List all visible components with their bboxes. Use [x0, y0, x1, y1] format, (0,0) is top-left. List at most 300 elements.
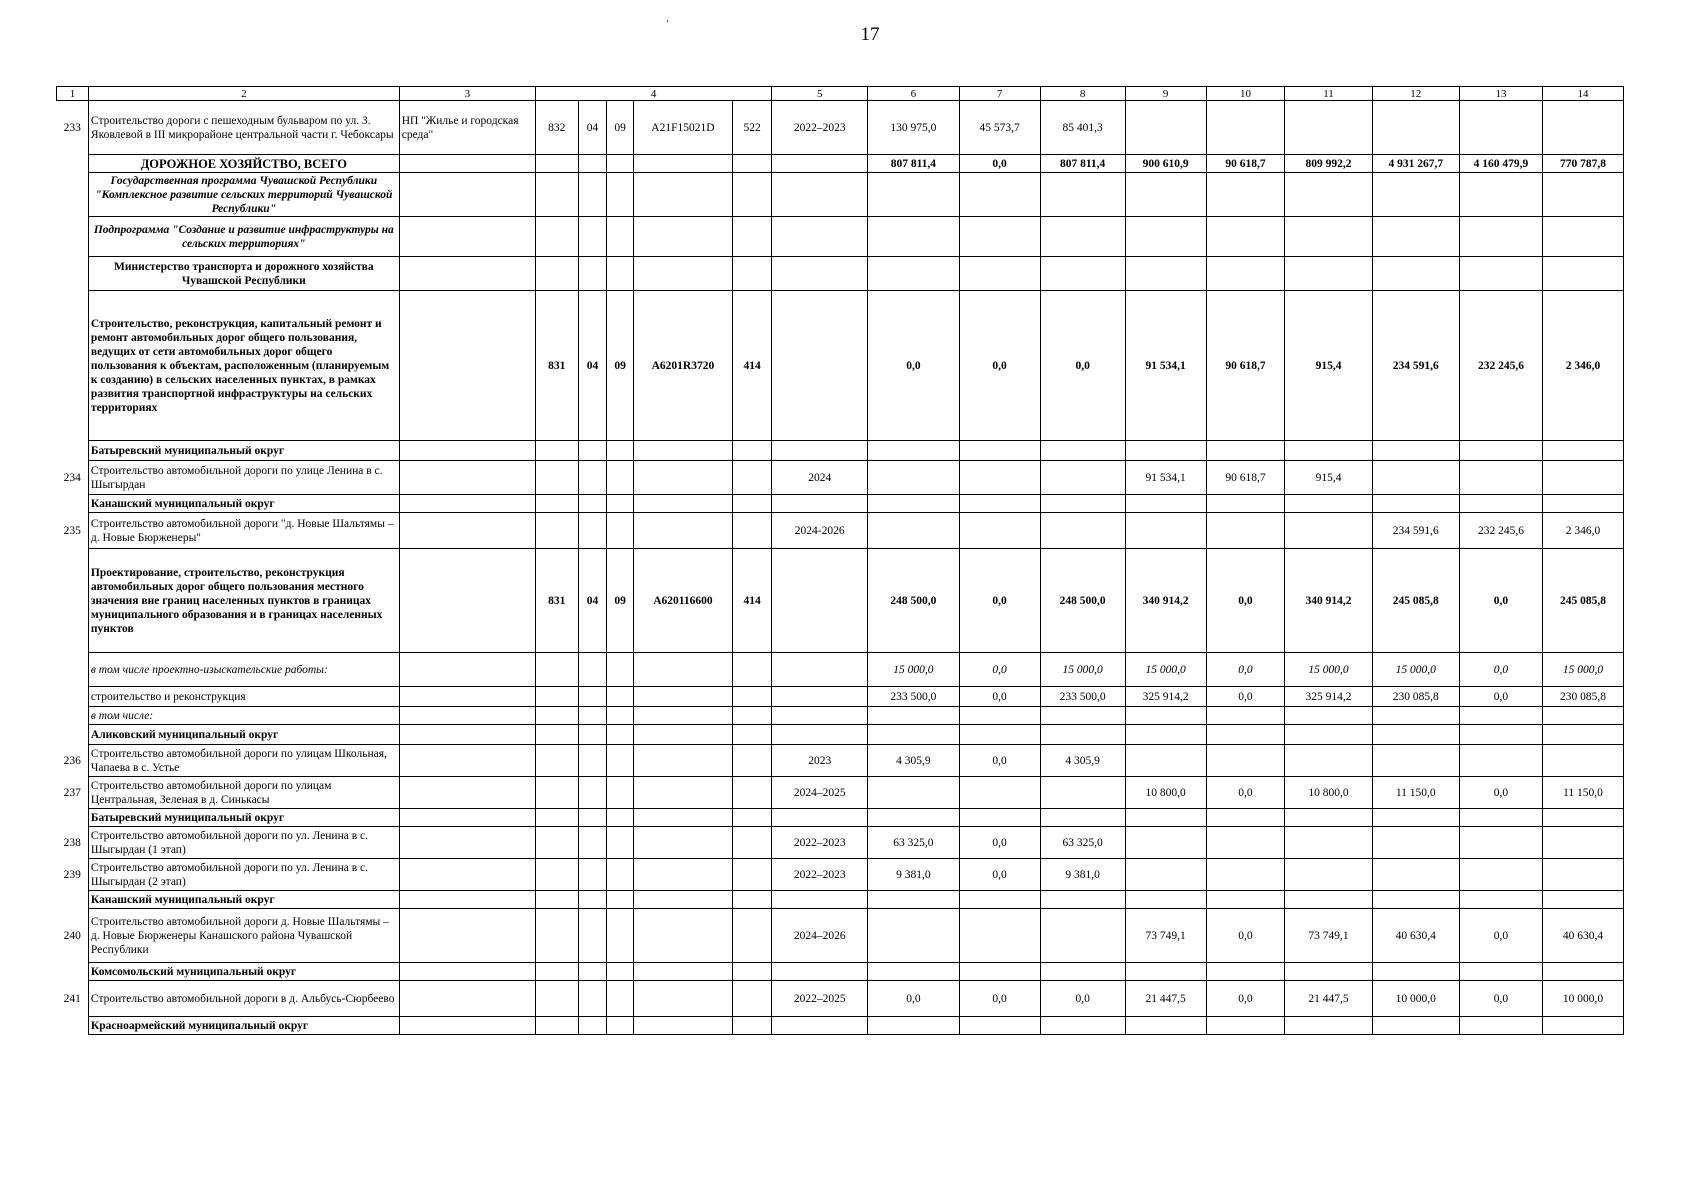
value-col-6: 15 000,0 — [868, 653, 960, 687]
program-cell — [399, 441, 535, 461]
value-col-8 — [1040, 513, 1125, 549]
value-col-10 — [1206, 725, 1285, 745]
code-target: A21F15021D — [633, 101, 732, 155]
value-col-8: 0,0 — [1040, 291, 1125, 441]
value-col-10: 90 618,7 — [1206, 155, 1285, 173]
code-ministry — [536, 1017, 579, 1035]
value-col-9 — [1125, 173, 1206, 217]
row-number — [57, 155, 89, 173]
table-row — [57, 827, 1624, 859]
code-section — [578, 891, 607, 909]
table-row — [57, 217, 1624, 257]
period-cell — [772, 653, 868, 687]
header-cell: 12 — [1372, 87, 1459, 101]
code-target — [633, 809, 732, 827]
row-number: 234 — [57, 461, 89, 495]
item-name: Канашский муниципальный округ — [88, 891, 399, 909]
code-ministry — [536, 155, 579, 173]
value-col-7 — [959, 173, 1040, 217]
code-section — [578, 909, 607, 963]
value-col-10 — [1206, 173, 1285, 217]
program-cell — [399, 257, 535, 291]
value-col-6 — [868, 777, 960, 809]
value-col-6 — [868, 725, 960, 745]
value-col-9: 91 534,1 — [1125, 291, 1206, 441]
header-cell: 9 — [1125, 87, 1206, 101]
value-col-9 — [1125, 257, 1206, 291]
value-col-9: 325 914,2 — [1125, 687, 1206, 707]
code-section — [578, 687, 607, 707]
period-cell: 2022–2023 — [772, 859, 868, 891]
row-number — [57, 291, 89, 441]
value-col-10: 90 618,7 — [1206, 291, 1285, 441]
table-row — [57, 257, 1624, 291]
table-row — [57, 859, 1624, 891]
value-col-8: 0,0 — [1040, 981, 1125, 1017]
code-target — [633, 725, 732, 745]
code-section — [578, 859, 607, 891]
period-cell — [772, 809, 868, 827]
program-cell — [399, 725, 535, 745]
value-col-10 — [1206, 217, 1285, 257]
code-section — [578, 809, 607, 827]
value-col-10: 0,0 — [1206, 653, 1285, 687]
value-col-13 — [1459, 725, 1542, 745]
value-col-14 — [1542, 859, 1623, 891]
code-type — [732, 891, 771, 909]
value-col-10 — [1206, 495, 1285, 513]
value-col-9: 73 749,1 — [1125, 909, 1206, 963]
period-cell — [772, 1017, 868, 1035]
row-number — [57, 891, 89, 909]
code-type — [732, 827, 771, 859]
program-cell — [399, 981, 535, 1017]
code-ministry: 832 — [536, 101, 579, 155]
code-section — [578, 653, 607, 687]
program-cell — [399, 745, 535, 777]
value-col-11: 809 992,2 — [1285, 155, 1372, 173]
value-col-8 — [1040, 809, 1125, 827]
item-name: в том числе проектно-изыскательские работы: — [88, 653, 399, 687]
row-number — [57, 173, 89, 217]
code-ministry — [536, 173, 579, 217]
value-col-14 — [1542, 441, 1623, 461]
value-col-6 — [868, 217, 960, 257]
code-target — [633, 513, 732, 549]
header-cell: 7 — [959, 87, 1040, 101]
code-ministry — [536, 687, 579, 707]
value-col-12: 245 085,8 — [1372, 549, 1459, 653]
program-cell — [399, 827, 535, 859]
code-type — [732, 687, 771, 707]
value-col-13 — [1459, 707, 1542, 725]
value-col-6 — [868, 707, 960, 725]
item-name: Комсомольский муниципальный округ — [88, 963, 399, 981]
row-number: 233 — [57, 101, 89, 155]
value-col-10 — [1206, 257, 1285, 291]
value-col-13: 0,0 — [1459, 909, 1542, 963]
value-col-11 — [1285, 217, 1372, 257]
item-name: строительство и реконструкция — [88, 687, 399, 707]
header-cell: 6 — [868, 87, 960, 101]
code-type — [732, 981, 771, 1017]
period-cell: 2024-2026 — [772, 513, 868, 549]
code-subsection — [607, 1017, 634, 1035]
value-col-13 — [1459, 745, 1542, 777]
value-col-11 — [1285, 101, 1372, 155]
value-col-9: 340 914,2 — [1125, 549, 1206, 653]
value-col-6: 807 811,4 — [868, 155, 960, 173]
code-subsection — [607, 725, 634, 745]
value-col-11: 10 800,0 — [1285, 777, 1372, 809]
code-target — [633, 653, 732, 687]
value-col-11 — [1285, 1017, 1372, 1035]
code-ministry — [536, 513, 579, 549]
code-type — [732, 495, 771, 513]
code-section — [578, 173, 607, 217]
code-ministry — [536, 461, 579, 495]
value-col-14: 40 630,4 — [1542, 909, 1623, 963]
value-col-14: 245 085,8 — [1542, 549, 1623, 653]
value-col-6: 4 305,9 — [868, 745, 960, 777]
stray-mark: ‘ — [666, 18, 669, 28]
code-subsection — [607, 891, 634, 909]
code-section — [578, 217, 607, 257]
value-col-7: 0,0 — [959, 687, 1040, 707]
value-col-8: 15 000,0 — [1040, 653, 1125, 687]
table-row — [57, 777, 1624, 809]
item-name: Строительство, реконструкция, капитальный ремонт и ремонт автомобильных дорог общего пользования, ведущих от сети автомобильных дорог общего пользования к объектам, расположенным (планируемым к созданию) в сельских населенных пунктах, в рамках развития транспортной инфраструктуры на сельских территориях — [88, 291, 399, 441]
value-col-6 — [868, 963, 960, 981]
value-col-12 — [1372, 859, 1459, 891]
code-subsection — [607, 461, 634, 495]
code-subsection — [607, 981, 634, 1017]
table-row — [57, 173, 1624, 217]
table-row — [57, 291, 1624, 441]
code-section: 04 — [578, 291, 607, 441]
value-col-8 — [1040, 217, 1125, 257]
code-subsection: 09 — [607, 101, 634, 155]
row-number — [57, 217, 89, 257]
table-row — [57, 441, 1624, 461]
value-col-13 — [1459, 173, 1542, 217]
table-row — [57, 1017, 1624, 1035]
value-col-14 — [1542, 217, 1623, 257]
period-cell — [772, 495, 868, 513]
value-col-14: 230 085,8 — [1542, 687, 1623, 707]
code-subsection: 09 — [607, 291, 634, 441]
value-col-10 — [1206, 707, 1285, 725]
value-col-8 — [1040, 725, 1125, 745]
value-col-11 — [1285, 963, 1372, 981]
value-col-11 — [1285, 495, 1372, 513]
item-name: Строительство автомобильной дороги по ул. Ленина в с. Шыгырдан (1 этап) — [88, 827, 399, 859]
value-col-13 — [1459, 101, 1542, 155]
value-col-10: 90 618,7 — [1206, 461, 1285, 495]
header-cell: 2 — [88, 87, 399, 101]
code-section — [578, 981, 607, 1017]
code-type: 522 — [732, 101, 771, 155]
item-name: Подпрограмма "Создание и развитие инфраструктуры на сельских территориях" — [88, 217, 399, 257]
value-col-11: 915,4 — [1285, 291, 1372, 441]
value-col-10 — [1206, 513, 1285, 549]
item-name: ДОРОЖНОЕ ХОЗЯЙСТВО, ВСЕГО — [88, 155, 399, 173]
row-number — [57, 549, 89, 653]
value-col-6: 9 381,0 — [868, 859, 960, 891]
code-ministry — [536, 809, 579, 827]
code-ministry — [536, 707, 579, 725]
value-col-10: 0,0 — [1206, 777, 1285, 809]
value-col-7: 0,0 — [959, 653, 1040, 687]
value-col-7 — [959, 725, 1040, 745]
value-col-11: 15 000,0 — [1285, 653, 1372, 687]
item-name: Красноармейский муниципальный округ — [88, 1017, 399, 1035]
program-cell — [399, 909, 535, 963]
table-row — [57, 891, 1624, 909]
code-subsection — [607, 827, 634, 859]
code-ministry — [536, 963, 579, 981]
value-col-10 — [1206, 809, 1285, 827]
code-subsection: 09 — [607, 549, 634, 653]
value-col-11 — [1285, 745, 1372, 777]
page-number: 17 — [860, 24, 880, 45]
item-name: Проектирование, строительство, реконструкция автомобильных дорог общего пользования местного значения вне границ населенных пунктов в границах муниципального образования и в границах населенных пунктов — [88, 549, 399, 653]
code-subsection — [607, 777, 634, 809]
value-col-7: 0,0 — [959, 745, 1040, 777]
value-col-12 — [1372, 173, 1459, 217]
code-section — [578, 1017, 607, 1035]
code-subsection — [607, 745, 634, 777]
program-cell — [399, 859, 535, 891]
code-type — [732, 777, 771, 809]
code-section — [578, 745, 607, 777]
value-col-11 — [1285, 513, 1372, 549]
value-col-13 — [1459, 217, 1542, 257]
code-target — [633, 1017, 732, 1035]
header-cell: 5 — [772, 87, 868, 101]
value-col-11: 73 749,1 — [1285, 909, 1372, 963]
code-ministry — [536, 257, 579, 291]
value-col-10 — [1206, 101, 1285, 155]
code-subsection — [607, 441, 634, 461]
code-type — [732, 155, 771, 173]
code-target — [633, 217, 732, 257]
code-ministry — [536, 777, 579, 809]
code-ministry — [536, 441, 579, 461]
item-name: Канашский муниципальный округ — [88, 495, 399, 513]
code-target — [633, 777, 732, 809]
value-col-12 — [1372, 707, 1459, 725]
value-col-7 — [959, 257, 1040, 291]
code-type — [732, 909, 771, 963]
value-col-9 — [1125, 725, 1206, 745]
value-col-14 — [1542, 1017, 1623, 1035]
code-type — [732, 963, 771, 981]
code-target — [633, 963, 732, 981]
item-name: Аликовский муниципальный округ — [88, 725, 399, 745]
value-col-9 — [1125, 495, 1206, 513]
value-col-14 — [1542, 745, 1623, 777]
value-col-11 — [1285, 827, 1372, 859]
row-number — [57, 653, 89, 687]
value-col-12 — [1372, 257, 1459, 291]
table-row — [57, 653, 1624, 687]
code-section — [578, 777, 607, 809]
value-col-8: 63 325,0 — [1040, 827, 1125, 859]
value-col-13: 0,0 — [1459, 687, 1542, 707]
value-col-8 — [1040, 963, 1125, 981]
value-col-12 — [1372, 827, 1459, 859]
code-section: 04 — [578, 101, 607, 155]
code-subsection — [607, 859, 634, 891]
value-col-7 — [959, 891, 1040, 909]
value-col-6: 130 975,0 — [868, 101, 960, 155]
value-col-14 — [1542, 495, 1623, 513]
code-section — [578, 155, 607, 173]
item-name: Строительство автомобильной дороги д. Новые Шальтямы – д. Новые Бюрженеры Канашского района Чувашской Республики — [88, 909, 399, 963]
period-cell: 2022–2023 — [772, 101, 868, 155]
value-col-13 — [1459, 827, 1542, 859]
row-number — [57, 963, 89, 981]
code-subsection — [607, 495, 634, 513]
value-col-14 — [1542, 101, 1623, 155]
table-row — [57, 687, 1624, 707]
value-col-7: 0,0 — [959, 291, 1040, 441]
code-ministry — [536, 745, 579, 777]
program-cell — [399, 707, 535, 725]
program-cell — [399, 461, 535, 495]
code-type — [732, 513, 771, 549]
value-col-14 — [1542, 461, 1623, 495]
program-cell — [399, 891, 535, 909]
code-type — [732, 441, 771, 461]
table-row — [57, 549, 1624, 653]
period-cell — [772, 173, 868, 217]
program-cell — [399, 653, 535, 687]
code-target — [633, 155, 732, 173]
value-col-7: 0,0 — [959, 155, 1040, 173]
header-cell: 14 — [1542, 87, 1623, 101]
value-col-6 — [868, 891, 960, 909]
value-col-14 — [1542, 963, 1623, 981]
header-cell: 4 — [536, 87, 772, 101]
period-cell: 2022–2025 — [772, 981, 868, 1017]
item-name: Батыревский муниципальный округ — [88, 809, 399, 827]
item-name: Строительство автомобильной дороги в д. Альбусь-Сюрбеево — [88, 981, 399, 1017]
value-col-8 — [1040, 257, 1125, 291]
code-type: 414 — [732, 291, 771, 441]
value-col-11 — [1285, 809, 1372, 827]
value-col-13 — [1459, 891, 1542, 909]
table-row — [57, 963, 1624, 981]
period-cell — [772, 441, 868, 461]
table-row — [57, 513, 1624, 549]
value-col-13: 0,0 — [1459, 549, 1542, 653]
value-col-9 — [1125, 1017, 1206, 1035]
value-col-11: 325 914,2 — [1285, 687, 1372, 707]
value-col-7 — [959, 707, 1040, 725]
value-col-7 — [959, 1017, 1040, 1035]
value-col-12: 234 591,6 — [1372, 291, 1459, 441]
value-col-8: 233 500,0 — [1040, 687, 1125, 707]
code-subsection — [607, 257, 634, 291]
header-cell: 8 — [1040, 87, 1125, 101]
value-col-13 — [1459, 257, 1542, 291]
value-col-10: 0,0 — [1206, 981, 1285, 1017]
code-section — [578, 707, 607, 725]
code-section — [578, 513, 607, 549]
program-cell — [399, 809, 535, 827]
value-col-6: 0,0 — [868, 981, 960, 1017]
value-col-13: 0,0 — [1459, 981, 1542, 1017]
value-col-10 — [1206, 891, 1285, 909]
code-section — [578, 827, 607, 859]
table-row — [57, 981, 1624, 1017]
value-col-11 — [1285, 891, 1372, 909]
value-col-7 — [959, 963, 1040, 981]
period-cell — [772, 687, 868, 707]
code-target — [633, 441, 732, 461]
value-col-13 — [1459, 441, 1542, 461]
value-col-10 — [1206, 827, 1285, 859]
value-col-7: 45 573,7 — [959, 101, 1040, 155]
value-col-12: 230 085,8 — [1372, 687, 1459, 707]
value-col-9: 91 534,1 — [1125, 461, 1206, 495]
value-col-9 — [1125, 963, 1206, 981]
program-cell — [399, 217, 535, 257]
value-col-12 — [1372, 441, 1459, 461]
table-row — [57, 155, 1624, 173]
table-row — [57, 495, 1624, 513]
row-number: 238 — [57, 827, 89, 859]
period-cell: 2022–2023 — [772, 827, 868, 859]
row-number: 235 — [57, 513, 89, 549]
value-col-12: 40 630,4 — [1372, 909, 1459, 963]
code-target — [633, 707, 732, 725]
period-cell — [772, 155, 868, 173]
code-subsection — [607, 513, 634, 549]
value-col-11 — [1285, 725, 1372, 745]
header-cell: 11 — [1285, 87, 1372, 101]
value-col-14 — [1542, 827, 1623, 859]
code-type — [732, 217, 771, 257]
value-col-6 — [868, 257, 960, 291]
code-type — [732, 257, 771, 291]
code-subsection — [607, 217, 634, 257]
value-col-7 — [959, 441, 1040, 461]
table-row — [57, 809, 1624, 827]
code-target — [633, 909, 732, 963]
value-col-7 — [959, 909, 1040, 963]
code-type — [732, 173, 771, 217]
period-cell: 2023 — [772, 745, 868, 777]
item-name: Государственная программа Чувашской Республики "Комплексное развитие сельских территорий Чувашской Республики" — [88, 173, 399, 217]
row-number — [57, 1017, 89, 1035]
value-col-9: 900 610,9 — [1125, 155, 1206, 173]
value-col-12: 11 150,0 — [1372, 777, 1459, 809]
value-col-6 — [868, 809, 960, 827]
code-target — [633, 461, 732, 495]
value-col-11 — [1285, 441, 1372, 461]
value-col-9 — [1125, 217, 1206, 257]
value-col-11 — [1285, 173, 1372, 217]
table-row — [57, 725, 1624, 745]
program-cell — [399, 1017, 535, 1035]
value-col-8: 4 305,9 — [1040, 745, 1125, 777]
value-col-9 — [1125, 101, 1206, 155]
row-number: 239 — [57, 859, 89, 891]
row-number — [57, 441, 89, 461]
